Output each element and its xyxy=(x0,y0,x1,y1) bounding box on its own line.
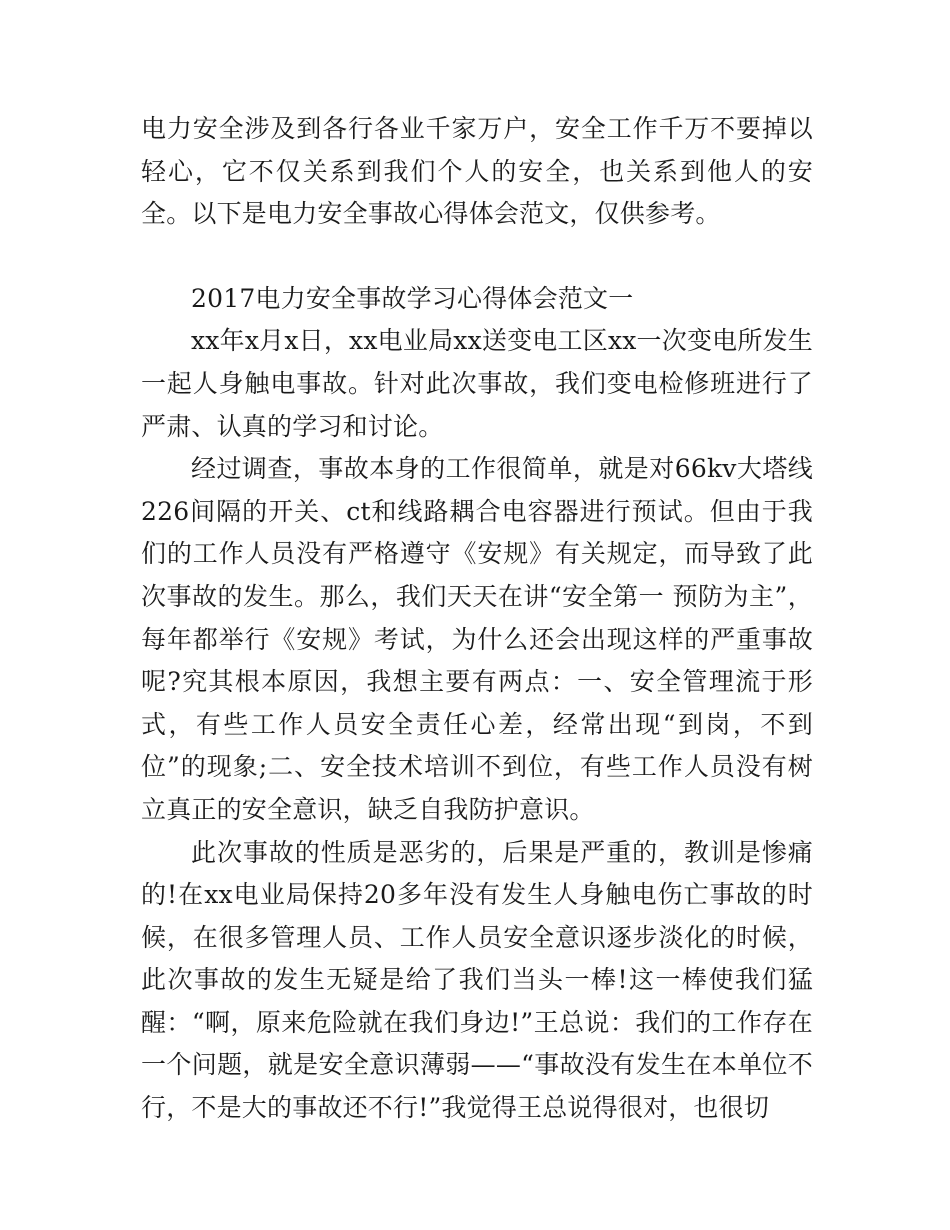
section-title: 2017电力安全事故学习心得体会范文一 xyxy=(191,283,634,313)
body-paragraph: xx年x月x日，xx电业局xx送变电工区xx一次变电所发生一起人身触电事故。针对此次事故，我们变电检修班进行了严肃、认真的学习和讨论。 xyxy=(141,326,813,441)
body-paragraph: 经过调查，事故本身的工作很简单，就是对66kv大塔线226间隔的开关、ct和线路耦合电容器进行预试。但由于我们的工作人员没有严格遵守《安规》有关规定，而导致了此次事故的发生。那么，我们天天在讲“安全第一 预防为主”，每年都举行《安规》考试，为什么还会出现这样的严重事故呢?究其根本原因，我想主要有两点：一、安全管理流于形式，有些工作人员安全责任心差，经常出现“到岗，不到位”的现象;二、安全技术培训不到位，有些工作人员没有树立真正的安全意识，缺乏自我防护意识。 xyxy=(141,454,813,824)
intro-paragraph: 电力安全涉及到各行各业千家万户，安全工作千万不要掉以轻心，它不仅关系到我们个人的安全，也关系到他人的安全。以下是电力安全事故心得体会范文，仅供参考。 xyxy=(141,114,813,229)
body-paragraph: 此次事故的性质是恶劣的，后果是严重的，教训是惨痛的!在xx电业局保持20多年没有发生人身触电伤亡事故的时候，在很多管理人员、工作人员安全意识逐步淡化的时候，此次事故的发生无疑是给了我们当头一棒!这一棒使我们猛醒：“啊，原来危险就在我们身边!”王总说：我们的工作存在一个问题，就是安全意识薄弱——“事故没有发生在本单位不行，不是大的事故还不行!”我觉得王总说得很对，也很切 xyxy=(141,837,813,1123)
document-body xyxy=(141,108,813,1130)
